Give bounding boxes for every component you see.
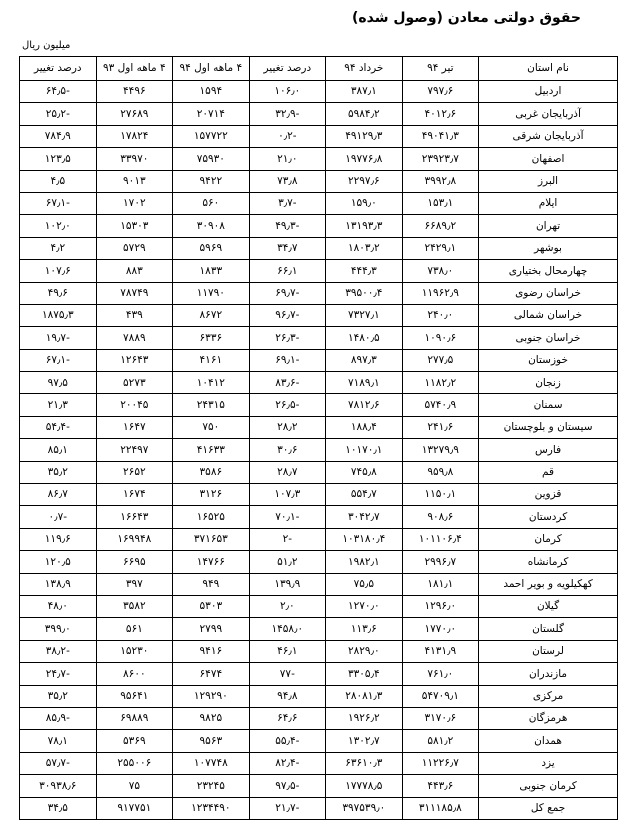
cell-4month-94: ۱۵۹۴ [173, 81, 250, 103]
cell-4month-94: ۴۱۶۳۳ [173, 439, 250, 461]
cell-4month-93: ۱۵۳۰۳ [96, 215, 173, 237]
cell-4month-93: ۵۷۲۹ [96, 237, 173, 259]
cell-tir-94: ۱۸۱٫۱ [402, 573, 479, 595]
cell-4month-93: ۶۶۹۵ [96, 551, 173, 573]
cell-khordad-94: ۱۲۷۰٫۰ [326, 595, 403, 617]
cell-khordad-94: ۷۱۸۹٫۱ [326, 372, 403, 394]
cell-4month-94: ۶۳۳۶ [173, 327, 250, 349]
table-row [20, 260, 618, 282]
cell-4month-94: ۵۳۰۳ [173, 595, 250, 617]
cell-monthly-change: ۶۴٫۶ [249, 707, 326, 729]
table-row [20, 663, 618, 685]
cell-4month-93: ۱۲۶۴۳ [96, 349, 173, 371]
cell-province: آذربایجان غربی [479, 103, 618, 125]
cell-monthly-change: ۱۴۵۸٫۰ [249, 618, 326, 640]
header-yearly-change: درصد تغییر [20, 57, 97, 81]
cell-yearly-change: ۹۷٫۵ [20, 372, 97, 394]
cell-province: کرمان جنوبی [479, 775, 618, 797]
cell-4month-94: ۳۰۹۰۸ [173, 215, 250, 237]
cell-province: اصفهان [479, 148, 618, 170]
cell-yearly-change: -۶۷٫۱ [20, 349, 97, 371]
cell-monthly-change: -۳۲٫۹ [249, 103, 326, 125]
cell-khordad-94: ۱۰۱۷۰٫۱ [326, 439, 403, 461]
cell-4month-93: ۲۶۵۲ [96, 461, 173, 483]
cell-tir-94: ۵۴۷۰۹٫۱ [402, 685, 479, 707]
cell-province: تهران [479, 215, 618, 237]
table-row [20, 304, 618, 326]
cell-monthly-change: -۲۱٫۷ [249, 797, 326, 819]
cell-4month-94: ۲۰۷۱۴ [173, 103, 250, 125]
table-row [20, 81, 618, 103]
table-row [20, 170, 618, 192]
cell-4month-94: ۲۷۹۹ [173, 618, 250, 640]
cell-4month-93: ۹۰۱۳ [96, 170, 173, 192]
cell-4month-93: ۷۸۷۴۹ [96, 282, 173, 304]
page-title: حقوق دولتی معادن (وصول شده) [351, 10, 581, 26]
cell-yearly-change: ۴٫۲ [20, 237, 97, 259]
cell-khordad-94: ۱۰۳۱۸۰٫۴ [326, 528, 403, 550]
cell-monthly-change: -۲ [249, 528, 326, 550]
cell-yearly-change: ۱۱۹٫۶ [20, 528, 97, 550]
cell-province: لرستان [479, 640, 618, 662]
cell-4month-93: ۲۰۰۴۵ [96, 394, 173, 416]
cell-monthly-change: ۱۳۹٫۹ [249, 573, 326, 595]
cell-khordad-94: ۵۹۸۴٫۲ [326, 103, 403, 125]
cell-4month-94: ۲۳۲۴۵ [173, 775, 250, 797]
cell-province: کهکیلویه و بویر احمد [479, 573, 618, 595]
cell-khordad-94: ۷۳۲۷٫۱ [326, 304, 403, 326]
cell-yearly-change: ۳۴٫۵ [20, 797, 97, 819]
cell-4month-94: ۱۰۴۱۲ [173, 372, 250, 394]
cell-tir-94: ۱۷۷۰٫۰ [402, 618, 479, 640]
cell-province: کرمانشاه [479, 551, 618, 573]
cell-4month-93: ۱۵۲۳۰ [96, 640, 173, 662]
cell-4month-93: ۲۲۴۹۷ [96, 439, 173, 461]
cell-tir-94: ۱۱۵۰٫۱ [402, 484, 479, 506]
cell-4month-93: ۸۸۳ [96, 260, 173, 282]
cell-province: جمع کل [479, 797, 618, 819]
cell-province: زنجان [479, 372, 618, 394]
cell-tir-94: ۲۹۹۶٫۷ [402, 551, 479, 573]
cell-4month-93: ۵۳۶۹ [96, 730, 173, 752]
table-row [20, 595, 618, 617]
cell-province: مرکزی [479, 685, 618, 707]
table-row [20, 349, 618, 371]
cell-monthly-change: -۰٫۲ [249, 125, 326, 147]
cell-tir-94: ۷۶۱٫۰ [402, 663, 479, 685]
cell-province: بوشهر [479, 237, 618, 259]
cell-tir-94: ۱۲۹۶٫۰ [402, 595, 479, 617]
cell-4month-94: ۱۴۷۶۶ [173, 551, 250, 573]
table-row [20, 730, 618, 752]
cell-yearly-change: ۴۹٫۶ [20, 282, 97, 304]
cell-yearly-change: ۳۵٫۲ [20, 685, 97, 707]
table-row [20, 125, 618, 147]
cell-4month-94: ۱۲۳۴۴۹۰ [173, 797, 250, 819]
cell-4month-94: ۸۶۷۲ [173, 304, 250, 326]
cell-yearly-change: ۱۸۷۵٫۳ [20, 304, 97, 326]
table-row [20, 640, 618, 662]
cell-4month-93: ۳۹۷ [96, 573, 173, 595]
cell-4month-93: ۳۵۸۲ [96, 595, 173, 617]
table-row [20, 327, 618, 349]
cell-yearly-change: ۸۶٫۷ [20, 484, 97, 506]
table-total-row [20, 797, 618, 819]
cell-tir-94: ۴۰۱۲٫۶ [402, 103, 479, 125]
cell-4month-93: ۷۵ [96, 775, 173, 797]
cell-yearly-change: -۶۷٫۱ [20, 192, 97, 214]
cell-tir-94: ۶۶۸۹٫۲ [402, 215, 479, 237]
cell-4month-94: ۱۲۹۲۹۰ [173, 685, 250, 707]
cell-4month-93: ۲۷۶۸۹ [96, 103, 173, 125]
cell-monthly-change: -۹۷٫۵ [249, 775, 326, 797]
table-row [20, 551, 618, 573]
cell-monthly-change: ۹۴٫۸ [249, 685, 326, 707]
cell-monthly-change: -۶۹٫۱ [249, 349, 326, 371]
cell-province: گیلان [479, 595, 618, 617]
cell-yearly-change: ۷۸۴٫۹ [20, 125, 97, 147]
cell-province: چهارمحال بختیاری [479, 260, 618, 282]
table-row [20, 752, 618, 774]
cell-province: کردستان [479, 506, 618, 528]
cell-khordad-94: ۱۹۲۶٫۲ [326, 707, 403, 729]
cell-tir-94: ۹۵۹٫۸ [402, 461, 479, 483]
table-row [20, 685, 618, 707]
header-4month-94: ۴ ماهه اول ۹۴ [173, 57, 250, 81]
table-row [20, 416, 618, 438]
cell-yearly-change: ۲۱٫۳ [20, 394, 97, 416]
table-header-row [20, 57, 618, 81]
cell-4month-93: ۸۶۰۰ [96, 663, 173, 685]
cell-yearly-change: -۰٫۷ [20, 506, 97, 528]
cell-province: خراسان رضوی [479, 282, 618, 304]
cell-4month-94: ۱۰۷۷۴۸ [173, 752, 250, 774]
cell-yearly-change: -۲۴٫۷ [20, 663, 97, 685]
cell-province: سیستان و بلوچستان [479, 416, 618, 438]
cell-4month-94: ۳۵۸۶ [173, 461, 250, 483]
cell-khordad-94: ۱۱۳٫۶ [326, 618, 403, 640]
cell-yearly-change: ۱۲۰٫۵ [20, 551, 97, 573]
cell-4month-94: ۷۵۰ [173, 416, 250, 438]
cell-tir-94: ۱۱۲۲۶٫۷ [402, 752, 479, 774]
cell-4month-93: ۵۲۷۳ [96, 372, 173, 394]
table-row [20, 237, 618, 259]
cell-yearly-change: -۵۷٫۷ [20, 752, 97, 774]
cell-khordad-94: ۸۹۷٫۳ [326, 349, 403, 371]
cell-province: اردبیل [479, 81, 618, 103]
cell-4month-93: ۴۴۹۶ [96, 81, 173, 103]
cell-province: ایلام [479, 192, 618, 214]
cell-yearly-change: ۱۳۸٫۹ [20, 573, 97, 595]
cell-province: فارس [479, 439, 618, 461]
cell-yearly-change: -۵۴٫۴ [20, 416, 97, 438]
cell-monthly-change: -۴۹٫۳ [249, 215, 326, 237]
table-row [20, 707, 618, 729]
header-khordad-94: خرداد ۹۴ [326, 57, 403, 81]
cell-4month-94: ۳۱۲۶ [173, 484, 250, 506]
cell-monthly-change: ۲۱٫۰ [249, 148, 326, 170]
cell-monthly-change: ۲٫۰ [249, 595, 326, 617]
cell-4month-93: ۹۵۶۴۱ [96, 685, 173, 707]
table-row [20, 282, 618, 304]
cell-khordad-94: ۱۸۰۳٫۲ [326, 237, 403, 259]
cell-monthly-change: ۱۰۶٫۰ [249, 81, 326, 103]
table-row [20, 215, 618, 237]
cell-4month-94: ۵۶۰ [173, 192, 250, 214]
cell-tir-94: ۴۴۳٫۶ [402, 775, 479, 797]
cell-monthly-change: ۴۶٫۱ [249, 640, 326, 662]
cell-4month-93: ۵۶۱ [96, 618, 173, 640]
cell-monthly-change: -۵۵٫۴ [249, 730, 326, 752]
cell-4month-94: ۹۸۲۵ [173, 707, 250, 729]
cell-monthly-change: ۲۸٫۷ [249, 461, 326, 483]
cell-yearly-change: -۲۵٫۲ [20, 103, 97, 125]
cell-khordad-94: ۱۵۹٫۰ [326, 192, 403, 214]
table-row [20, 439, 618, 461]
cell-yearly-change: ۳۰۹۳۸٫۶ [20, 775, 97, 797]
cell-4month-93: ۱۶۶۴۳ [96, 506, 173, 528]
cell-tir-94: ۹۰۸٫۶ [402, 506, 479, 528]
table-row [20, 528, 618, 550]
cell-yearly-change: ۸۵٫۱ [20, 439, 97, 461]
cell-khordad-94: ۱۸۸٫۴ [326, 416, 403, 438]
cell-khordad-94: ۱۳۱۹۳٫۳ [326, 215, 403, 237]
cell-4month-93: ۱۷۸۲۴ [96, 125, 173, 147]
cell-khordad-94: ۱۹۷۷۶٫۸ [326, 148, 403, 170]
cell-khordad-94: ۲۸۲۹٫۰ [326, 640, 403, 662]
cell-yearly-change: -۳۸٫۲ [20, 640, 97, 662]
table-row [20, 103, 618, 125]
cell-khordad-94: ۳۹۷۵۳۹٫۰ [326, 797, 403, 819]
cell-province: البرز [479, 170, 618, 192]
cell-4month-93: ۱۷۰۲ [96, 192, 173, 214]
cell-province: خراسان شمالی [479, 304, 618, 326]
cell-monthly-change: ۱۰۷٫۳ [249, 484, 326, 506]
cell-tir-94: ۷۳۸٫۰ [402, 260, 479, 282]
cell-monthly-change: ۶۶٫۱ [249, 260, 326, 282]
cell-4month-93: ۱۶۷۴ [96, 484, 173, 506]
cell-tir-94: ۱۱۸۲٫۲ [402, 372, 479, 394]
cell-tir-94: ۱۰۱۱۰۶٫۴ [402, 528, 479, 550]
cell-province: مازندران [479, 663, 618, 685]
cell-tir-94: ۵۷۴۰٫۹ [402, 394, 479, 416]
cell-yearly-change: ۳۵٫۲ [20, 461, 97, 483]
cell-yearly-change: ۱۰۷٫۶ [20, 260, 97, 282]
cell-4month-94: ۴۱۶۱ [173, 349, 250, 371]
cell-4month-94: ۹۵۶۳ [173, 730, 250, 752]
cell-khordad-94: ۷۴۵٫۸ [326, 461, 403, 483]
cell-tir-94: ۲۴۱٫۶ [402, 416, 479, 438]
table-row [20, 506, 618, 528]
cell-khordad-94: ۴۹۱۲۹٫۳ [326, 125, 403, 147]
cell-monthly-change: -۲۶٫۵ [249, 394, 326, 416]
table-row [20, 372, 618, 394]
cell-tir-94: ۱۳۲۷۹٫۹ [402, 439, 479, 461]
cell-yearly-change: ۳۹۹٫۰ [20, 618, 97, 640]
cell-province: آذربایجان شرقی [479, 125, 618, 147]
table-row [20, 573, 618, 595]
cell-yearly-change: -۸۵٫۹ [20, 707, 97, 729]
cell-4month-94: ۳۷۱۶۵۳ [173, 528, 250, 550]
cell-tir-94: ۲۴۰٫۰ [402, 304, 479, 326]
cell-yearly-change: ۱۰۲٫۰ [20, 215, 97, 237]
cell-monthly-change: -۲۶٫۳ [249, 327, 326, 349]
cell-tir-94: ۱۱۹۶۲٫۹ [402, 282, 479, 304]
cell-tir-94: ۱۰۹۰٫۶ [402, 327, 479, 349]
cell-4month-93: ۱۶۴۷ [96, 416, 173, 438]
cell-province: خراسان جنوبی [479, 327, 618, 349]
cell-province: گلستان [479, 618, 618, 640]
cell-khordad-94: ۳۳۰۵٫۴ [326, 663, 403, 685]
cell-monthly-change: -۳٫۷ [249, 192, 326, 214]
cell-tir-94: ۴۹۰۴۱٫۳ [402, 125, 479, 147]
cell-tir-94: ۳۱۷۰٫۶ [402, 707, 479, 729]
cell-4month-94: ۹۴۹ [173, 573, 250, 595]
cell-tir-94: ۲۴۲۹٫۱ [402, 237, 479, 259]
cell-tir-94: ۴۱۳۱٫۹ [402, 640, 479, 662]
cell-4month-94: ۷۵۹۳۰ [173, 148, 250, 170]
cell-tir-94: ۲۳۹۲۳٫۷ [402, 148, 479, 170]
cell-province: سمنان [479, 394, 618, 416]
cell-4month-94: ۱۶۵۲۵ [173, 506, 250, 528]
cell-4month-93: ۷۸۸۹ [96, 327, 173, 349]
cell-4month-94: ۱۱۷۹۰ [173, 282, 250, 304]
table-row [20, 775, 618, 797]
cell-khordad-94: ۱۷۷۷۸٫۵ [326, 775, 403, 797]
cell-tir-94: ۵۸۱٫۲ [402, 730, 479, 752]
table-row [20, 461, 618, 483]
cell-monthly-change: -۸۲٫۴ [249, 752, 326, 774]
cell-monthly-change: -۸۳٫۶ [249, 372, 326, 394]
cell-yearly-change: ۱۲۳٫۵ [20, 148, 97, 170]
cell-monthly-change: ۳۰٫۶ [249, 439, 326, 461]
cell-tir-94: ۳۹۹۲٫۸ [402, 170, 479, 192]
cell-khordad-94: ۴۴۴٫۳ [326, 260, 403, 282]
cell-khordad-94: ۲۸۰۸۱٫۳ [326, 685, 403, 707]
cell-khordad-94: ۱۳۰۲٫۷ [326, 730, 403, 752]
cell-monthly-change: ۵۱٫۲ [249, 551, 326, 573]
cell-4month-93: ۴۳۹ [96, 304, 173, 326]
unit-label: میلیون ریال [22, 40, 71, 51]
cell-yearly-change: ۴۸٫۰ [20, 595, 97, 617]
table-row [20, 618, 618, 640]
cell-4month-94: ۶۴۷۴ [173, 663, 250, 685]
cell-4month-93: ۱۶۹۹۴۸ [96, 528, 173, 550]
cell-khordad-94: ۳۹۵۰۰٫۴ [326, 282, 403, 304]
cell-province: کرمان [479, 528, 618, 550]
cell-province: هرمزگان [479, 707, 618, 729]
cell-province: قزوین [479, 484, 618, 506]
cell-tir-94: ۷۹۷٫۶ [402, 81, 479, 103]
cell-tir-94: ۳۱۱۱۸۵٫۸ [402, 797, 479, 819]
cell-province: قم [479, 461, 618, 483]
cell-4month-94: ۲۴۳۱۵ [173, 394, 250, 416]
cell-monthly-change: -۶۹٫۷ [249, 282, 326, 304]
header-province: نام استان [479, 57, 618, 81]
cell-province: همدان [479, 730, 618, 752]
cell-monthly-change: ۷۳٫۸ [249, 170, 326, 192]
cell-4month-94: ۱۸۳۳ [173, 260, 250, 282]
cell-4month-94: ۱۵۷۷۲۲ [173, 125, 250, 147]
cell-khordad-94: ۷۵٫۵ [326, 573, 403, 595]
cell-yearly-change: -۱۹٫۷ [20, 327, 97, 349]
cell-province: یزد [479, 752, 618, 774]
cell-monthly-change: -۷۰٫۱ [249, 506, 326, 528]
cell-yearly-change: ۷۸٫۱ [20, 730, 97, 752]
cell-monthly-change: ۳۴٫۷ [249, 237, 326, 259]
cell-4month-93: ۹۱۷۷۵۱ [96, 797, 173, 819]
cell-yearly-change: -۶۴٫۵ [20, 81, 97, 103]
cell-khordad-94: ۷۸۱۲٫۶ [326, 394, 403, 416]
cell-yearly-change: ۴٫۵ [20, 170, 97, 192]
cell-4month-93: ۶۹۸۸۹ [96, 707, 173, 729]
header-monthly-change: درصد تغییر [249, 57, 326, 81]
cell-khordad-94: ۶۳۶۱۰٫۳ [326, 752, 403, 774]
cell-4month-93: ۳۳۹۷۰ [96, 148, 173, 170]
table-row [20, 148, 618, 170]
cell-monthly-change: ۲۸٫۲ [249, 416, 326, 438]
table-row [20, 484, 618, 506]
cell-khordad-94: ۳۰۴۲٫۷ [326, 506, 403, 528]
header-tir-94: تیر ۹۴ [402, 57, 479, 81]
revenue-table [19, 56, 618, 820]
cell-khordad-94: ۱۴۸۰٫۵ [326, 327, 403, 349]
cell-4month-94: ۹۴۱۶ [173, 640, 250, 662]
cell-khordad-94: ۱۹۸۲٫۱ [326, 551, 403, 573]
table-row [20, 394, 618, 416]
cell-monthly-change: -۷۷ [249, 663, 326, 685]
table-row [20, 192, 618, 214]
cell-province: خوزستان [479, 349, 618, 371]
cell-4month-93: ۲۵۵۰۰۶ [96, 752, 173, 774]
cell-khordad-94: ۲۲۹۷٫۶ [326, 170, 403, 192]
cell-4month-94: ۹۴۲۲ [173, 170, 250, 192]
header-4month-93: ۴ ماهه اول ۹۳ [96, 57, 173, 81]
cell-tir-94: ۱۵۳٫۱ [402, 192, 479, 214]
cell-khordad-94: ۵۵۴٫۷ [326, 484, 403, 506]
cell-4month-94: ۵۹۶۹ [173, 237, 250, 259]
cell-monthly-change: -۹۶٫۷ [249, 304, 326, 326]
cell-tir-94: ۲۷۷٫۵ [402, 349, 479, 371]
cell-khordad-94: ۳۸۷٫۱ [326, 81, 403, 103]
